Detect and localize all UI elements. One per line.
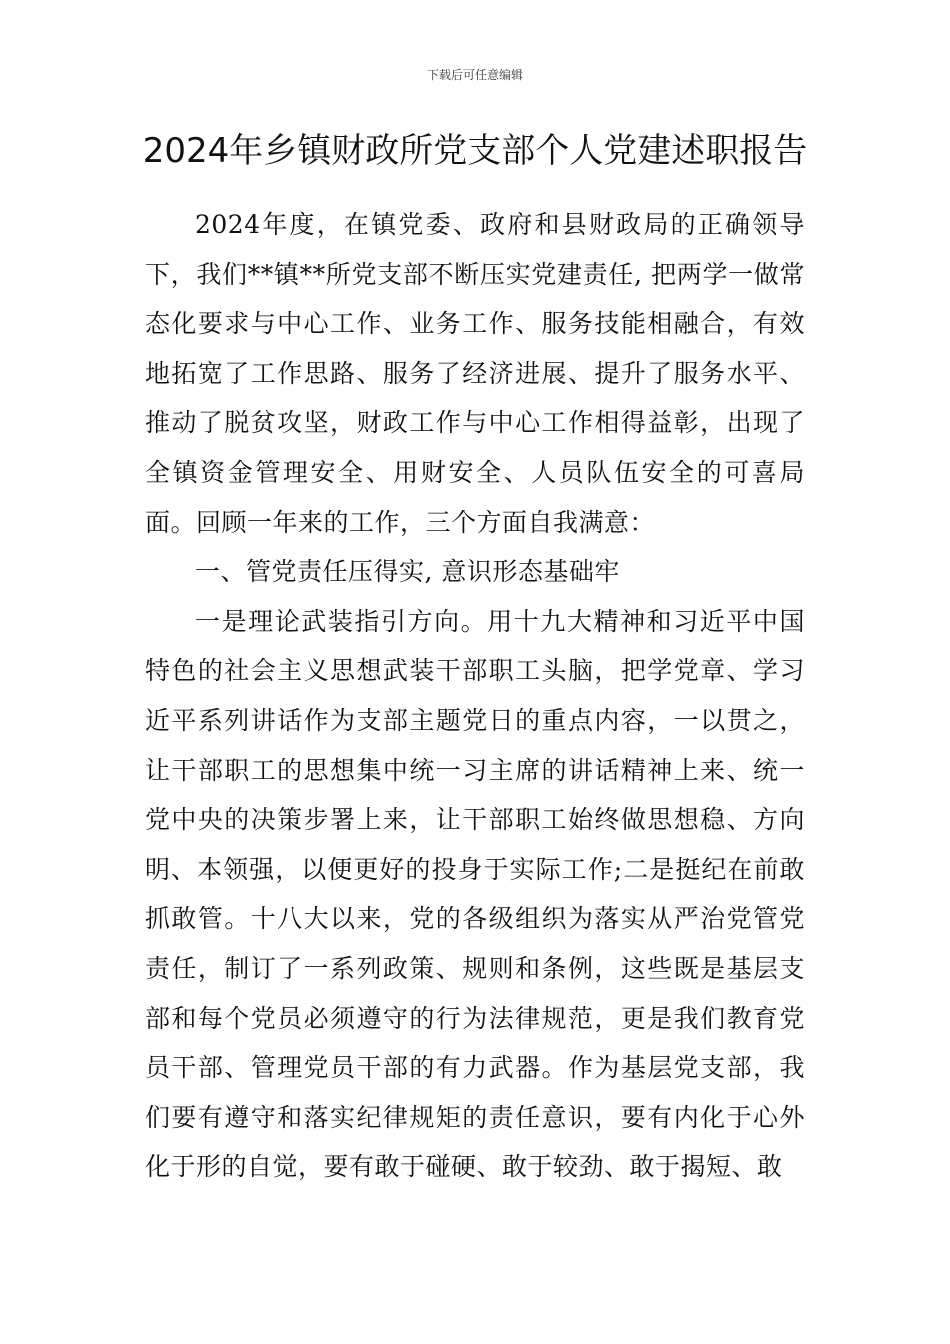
section-heading-1: 一、管党责任压得实, 意识形态基础牢 xyxy=(195,557,620,587)
header-note: 下载后可任意编辑 xyxy=(426,68,523,82)
paragraph-section-1: 一是理论武装指引方向。用十九大精神和习近平中国特色的社会主义思想武装干部职工头脑，把学党章、学习近平系列讲话作为支部主题党日的重点内容，一以贯之，让干部职工的思想集中统一习主席的讲话精神上来、统一党中央的决策步署上来，让干部职工始终做思想稳、方向明、本领强，以便更好的投身于实际工作;二是挺纪在前敢抓敢管。十八大以来，党的各级组织为落实从严治党管党责任，制订了一系列政策、规则和条例，这些既是基层支部和每个党员必须遵守的行为法律规范，更是我们教育党员干部、管理党员干部的有力武器。作为基层党支部，我们要有遵守和落实纪律规矩的责任意识，要有内化于心外化于形的自觉，要有敢于碰硬、敢于较劲、敢于揭短、敢 xyxy=(145,606,805,1182)
document-title: 2024年乡镇财政所党支部个人党建述职报告 xyxy=(142,131,808,171)
paragraph-intro: 2024年度，在镇党委、政府和县财政局的正确领导下，我们**镇**所党支部不断压实党建责任, 把两学一做常态化要求与中心工作、业务工作、服务技能相融合，有效地拓宽了工作思路、服务了经济进展、提升了服务水平、推动了脱贫攻坚，财政工作与中心工作相得益彰，出现了全镇资金管理安全、用财安全、人员队伍安全的可喜局面。回顾一年来的工作，三个方面自我满意： xyxy=(145,210,805,537)
document-body xyxy=(145,200,805,1192)
